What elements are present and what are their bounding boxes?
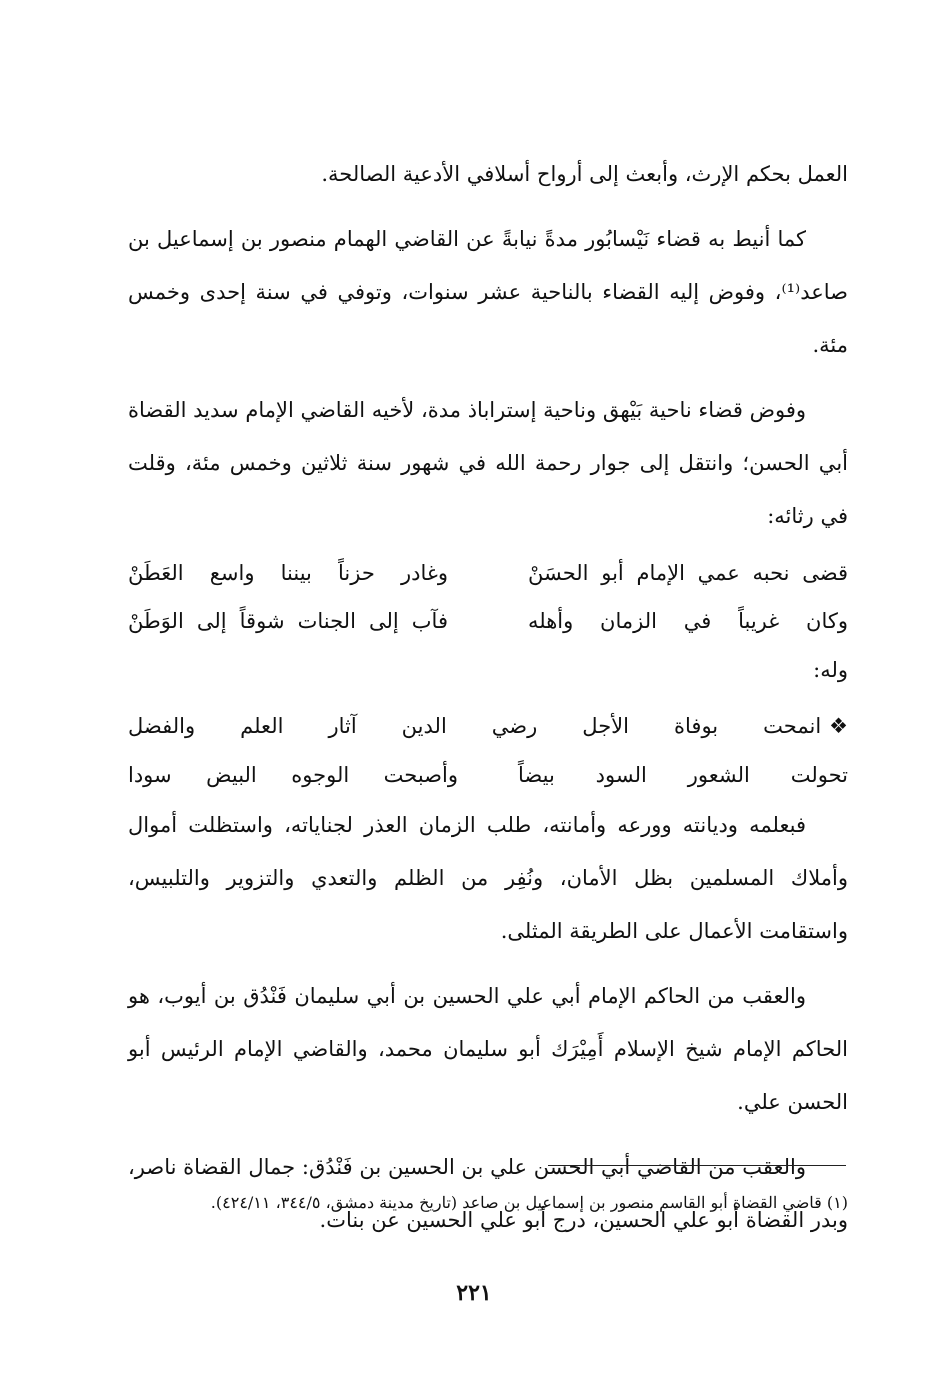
hemistich-second: وغادر حزناً بيننا واسع العَطَنْ [128,561,448,585]
diamond-bullet-icon: ❖ [829,714,848,738]
hemistich-first: وكان غريباً في الزمان وأهله [528,609,848,633]
footnote-divider [548,1165,846,1166]
paragraph-6: والعقب من القاضي أبي الحسن علي بن الحسين بن فَنْدُق: جمال القضاة ناصر، وبدر القضاة أبو علي الحسين، درج أبو علي الحسين عن بنات. [128,1155,848,1232]
poem-2-line-2 [128,751,848,799]
page-number: ٢٢١ [456,1280,492,1306]
poem-1-verse-2 [128,597,848,645]
spacer [128,201,848,213]
hemistich-second: وأصبحت الوجوه البيض سودا [128,763,458,787]
paragraph-2: كما أنيط به قضاء نَيْسابُور مدةً نيابةً عن القاضي الهمام منصور بن إسماعيل بن صاعد⁽¹⁾، وفوض إليه القضاء بالناحية عشر سنوات، وتوفي في سنة إحدى وخمس مئة. [128,227,848,357]
footnote: (١) قاضي القضاة أبو القاسم منصور بن إسماعيل بن صاعد (تاريخ مدينة دمشق، ٣٤٤/٥، ٤٢٤/١١). [210,1193,848,1212]
hemistich-first: تحولت الشعور السود بيضاً [518,763,848,787]
poem-1-verse-1 [128,549,848,597]
spacer [128,958,848,970]
hemistich-second: فآب إلى الجنات شوقاً إلى الوَطَنْ [128,609,448,633]
paragraph-5: والعقب من الحاكم الإمام أبي علي الحسين بن أبي سليمان فَنْدُق بن أيوب، هو الحاكم الإمام شيخ الإسلام أَمِيْرَك أبو سليمان محمد، والقاضي الإمام الرئيس أبو الحسن علي. [128,984,848,1114]
poem-2-line-1-text: انمحت بوفاة الأجل رضي الدين آثار العلم والفضل [128,714,822,738]
spacer [128,372,848,384]
paragraph-4: فبعلمه وديانته وورعه وأمانته، طلب الزمان العذر لجناياته، واستظلت أموال وأملاك المسلمين بظل الأمان، ونُفِر من الظلم والتعدي والتزوير والتلبيس، واستقامت الأعمال على الطريقة المثلى. [128,813,848,943]
hemistich-first: قضى نحبه عمي الإمام أبو الحسَنْ [528,561,848,585]
poem-1 [128,549,848,645]
paragraph-1: العمل بحكم الإرث، وأبعث إلى أرواح أسلافي الأدعية الصالحة. [321,162,848,186]
poem-2-label: وله: [813,658,848,682]
page-body [128,148,848,1247]
poem-2 [128,701,848,799]
spacer [128,1129,848,1141]
poem-2-line-1 [128,701,848,751]
paragraph-3: وفوض قضاء ناحية بَيْهق وناحية إستراباذ مدة، لأخيه القاضي الإمام سديد القضاة أبي الحسن؛ وانتقل إلى جوار رحمة الله في شهور سنة ثلاثين وخمس مئة، وقلت في رثائه: [128,398,848,528]
